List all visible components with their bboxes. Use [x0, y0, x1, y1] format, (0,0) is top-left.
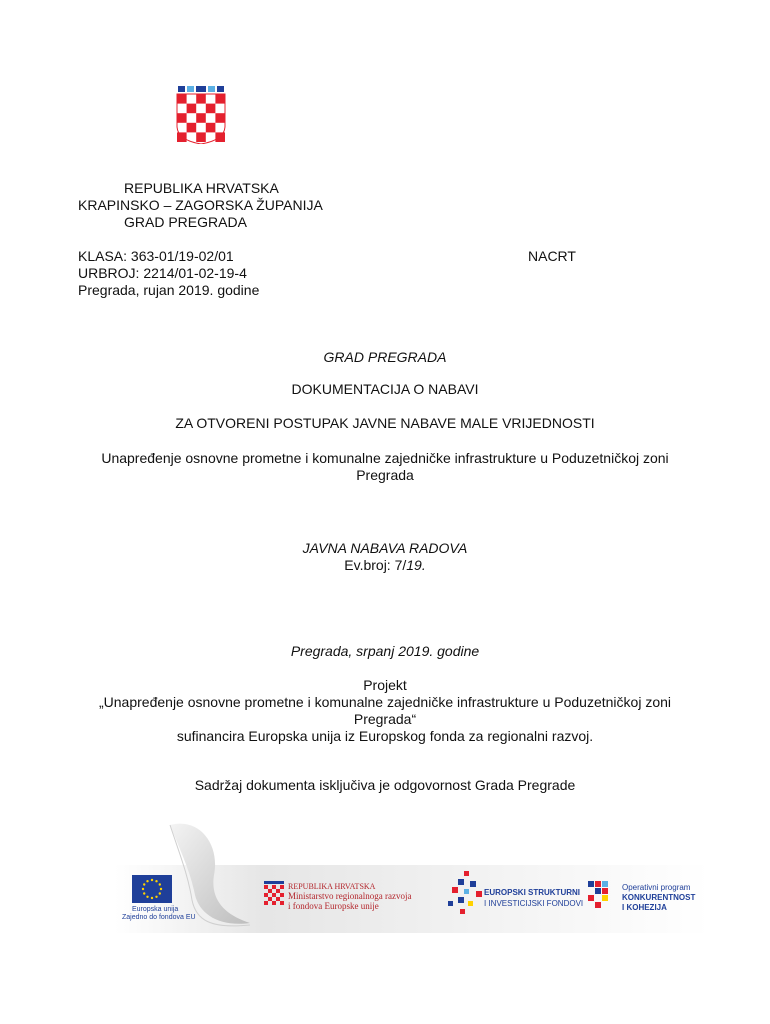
subject-line-2: Pregrada — [356, 467, 414, 483]
op-kk-logo-icon — [588, 881, 614, 911]
ministry-line-1: REPUBLIKA HRVATSKA — [288, 882, 376, 891]
ministry-coat-icon — [264, 881, 284, 907]
footer-logos — [110, 815, 710, 940]
op-line-1: Operativni program — [622, 883, 691, 892]
croatian-coat-of-arms-logo — [176, 86, 226, 144]
document-title: DOKUMENTACIJA O NABAVI — [291, 381, 479, 397]
disclaimer: Sadržaj dokumenta isključiva je odgovornost Grada Pregrade — [194, 777, 576, 793]
ev-prefix: Ev.broj: 7/ — [344, 557, 407, 573]
header-county: KRAPINSKO – ZAGORSKA ŽUPANIJA — [78, 197, 323, 213]
project-line-1: „Unapređenje osnovne prometne i komunalne zajedničke infrastrukture u Poduzetničkoj zoni — [99, 694, 671, 710]
header-country: REPUBLIKA HRVATSKA — [124, 180, 279, 196]
op-line-3: I KOHEZIJA — [622, 903, 667, 912]
eu-caption-1: Europska unija — [132, 906, 179, 913]
esif-line-2: I INVESTICIJSKI FONDOVI — [484, 899, 584, 908]
eu-flag-logo — [132, 875, 172, 903]
ev-suffix: 19. — [406, 557, 426, 573]
evidence-number — [0, 557, 770, 574]
op-line-2: KONKURENTNOST — [622, 893, 696, 902]
funding-statement: sufinancira Europska unija iz Europskog fonda za regionalni razvoj. — [176, 728, 594, 744]
coat-checkerboard — [177, 94, 225, 144]
procurement-type: JAVNA NABAVA RADOVA — [302, 540, 468, 556]
urbroj: URBROJ: 2214/01-02-19-4 — [78, 265, 247, 281]
coat-crown — [178, 86, 224, 92]
project-line-2: Pregrada“ — [353, 711, 417, 727]
document-date: Pregrada, srpanj 2019. godine — [290, 643, 480, 659]
subject-line-1: Unapređenje osnovne prometne i komunalne zajedničke infrastrukture u Poduzetničkoj zoni — [101, 450, 669, 466]
draft-label: NACRT — [528, 248, 576, 264]
klasa: KLASA: 363-01/19-02/01 — [78, 248, 234, 264]
header-date: Pregrada, rujan 2019. godine — [78, 282, 260, 298]
eu-stars-icon — [132, 875, 172, 903]
authority-title: GRAD PREGRADA — [323, 349, 447, 365]
procedure-title: ZA OTVORENI POSTUPAK JAVNE NABAVE MALE VRIJEDNOSTI — [175, 415, 595, 431]
page-curl-graphic — [110, 815, 710, 940]
eu-caption-2: Zajedno do fondova EU — [122, 914, 196, 921]
ministry-line-3: i fondova Europske unije — [288, 901, 379, 911]
header-city: GRAD PREGRADA — [124, 214, 247, 230]
esif-line-1: EUROPSKI STRUKTURNI — [484, 888, 581, 897]
esif-logo-icon — [448, 871, 484, 915]
ministry-line-2: Ministarstvo regionalnoga razvoja — [288, 891, 412, 901]
project-label: Projekt — [363, 677, 407, 693]
